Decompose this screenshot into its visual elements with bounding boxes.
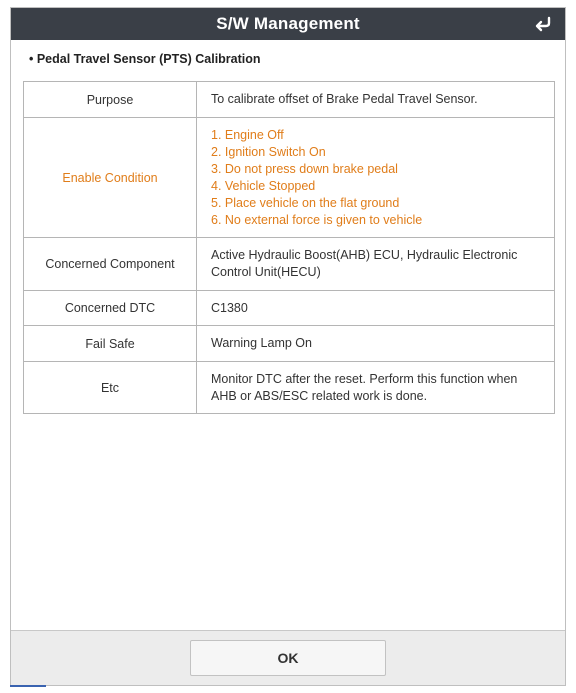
row-label: Concerned DTC: [24, 291, 197, 326]
row-value: C1380: [197, 291, 555, 326]
table-row-purpose: [24, 82, 555, 118]
table-row-concerned-component: [24, 238, 555, 291]
row-label: Purpose: [24, 82, 197, 118]
dialog-footer: [11, 630, 565, 685]
row-label: Fail Safe: [24, 326, 197, 362]
table-row-etc: [24, 362, 555, 414]
row-value: To calibrate offset of Brake Pedal Travel Sensor.: [197, 82, 555, 118]
return-arrow-icon: [533, 16, 553, 32]
condition-item: 6. No external force is given to vehicle: [211, 212, 423, 227]
table-row-concerned-dtc: [24, 291, 555, 326]
condition-item: 2. Ignition Switch On: [211, 144, 326, 159]
enable-condition-list: [197, 118, 555, 238]
row-value: Monitor DTC after the reset. Perform this function when AHB or ABS/ESC related work is done.: [197, 362, 555, 414]
table-row-enable-condition: [24, 118, 555, 238]
row-value: Active Hydraulic Boost(AHB) ECU, Hydraulic Electronic Control Unit(HECU): [197, 238, 555, 291]
condition-item: 1. Engine Off: [211, 127, 284, 142]
row-label: Etc: [24, 362, 197, 414]
condition-item: 4. Vehicle Stopped: [211, 178, 316, 193]
title-bar: [11, 8, 565, 40]
sw-management-dialog: [10, 7, 566, 686]
ok-button[interactable]: OK: [190, 640, 386, 676]
info-table: [23, 81, 555, 414]
row-value: Warning Lamp On: [197, 326, 555, 362]
row-label: Concerned Component: [24, 238, 197, 291]
corner-accent: [10, 685, 46, 687]
back-button[interactable]: [521, 8, 565, 40]
table-row-fail-safe: [24, 326, 555, 362]
section-title: • Pedal Travel Sensor (PTS) Calibration: [29, 52, 261, 66]
condition-item: 5. Place vehicle on the flat ground: [211, 195, 400, 210]
condition-item: 3. Do not press down brake pedal: [211, 161, 398, 176]
row-label-enable-condition: Enable Condition: [24, 118, 197, 238]
window-title: S/W Management: [216, 14, 360, 33]
